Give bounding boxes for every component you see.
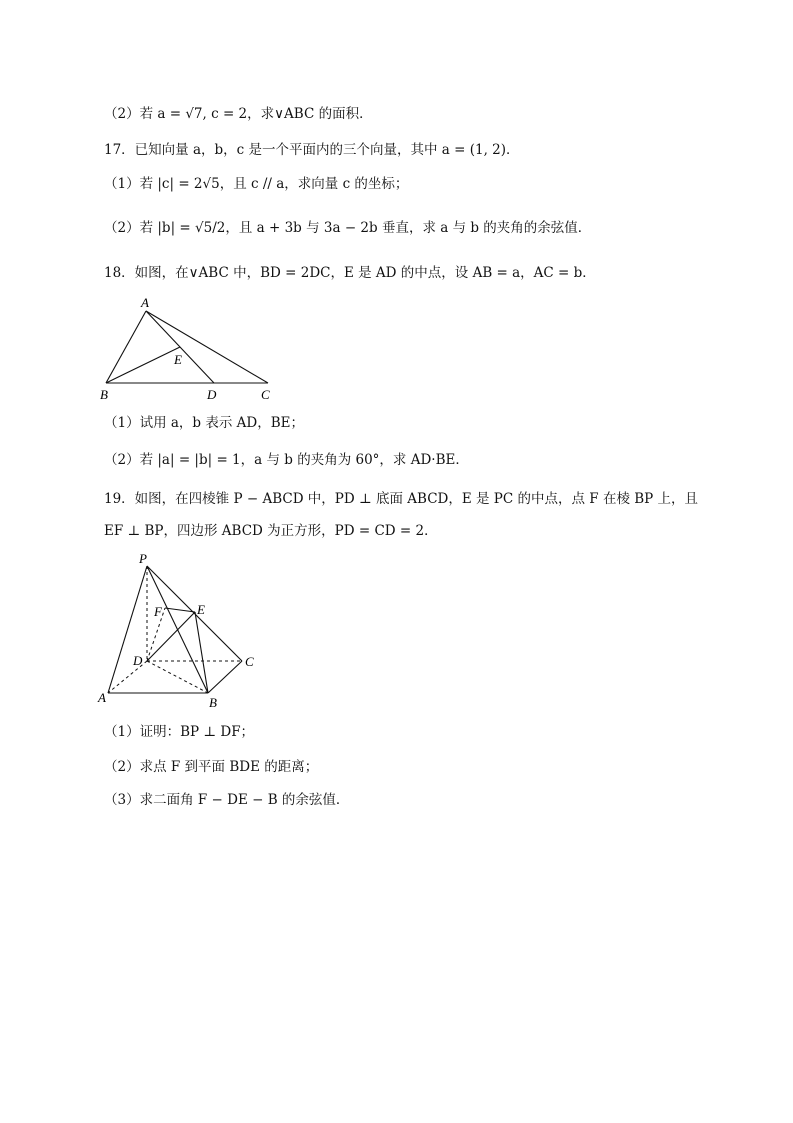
segment-db-dashed (147, 661, 208, 693)
label-d2: D (133, 653, 143, 668)
q19-part2: （2）求点 F 到平面 BDE 的距离； (104, 759, 319, 775)
q19-stem-line1: 19．如图，在四棱锥 P − ABCD 中，PD ⊥ 底面 ABCD，E 是 PC 的中点，点 F 在棱 BP 上，且 (104, 491, 699, 507)
q17-part2: （2）若 |b| = √5/2，且 a + 3b 与 3a − 2b 垂直，求 a 与 b 的夹角的余弦值． (104, 220, 592, 236)
label-p: P (139, 551, 147, 566)
label-e: E (174, 352, 182, 367)
label-c: C (261, 387, 270, 402)
segment-eb (195, 612, 208, 693)
edge-pa (108, 566, 147, 693)
label-b2: B (209, 695, 217, 710)
triangle-figure (96, 293, 280, 405)
edge-bc (208, 661, 242, 693)
label-e2: E (197, 602, 205, 617)
segment-ac (146, 311, 268, 383)
label-c2: C (245, 654, 254, 669)
label-a: A (141, 295, 149, 310)
q18-part1: （1）试用 a，b 表示 AD，BE； (104, 415, 305, 431)
label-f: F (154, 604, 162, 619)
label-a2: A (98, 690, 106, 705)
q18-stem: 18．如图，在∨ABC 中，BD = 2DC，E 是 AD 的中点，设 AB = a，AC = b． (104, 265, 596, 281)
q19-part1: （1）证明：BP ⊥ DF； (104, 724, 255, 740)
q16-part2: （2）若 a = √7, c = 2，求∨ABC 的面积． (104, 106, 373, 122)
segment-de (147, 612, 195, 661)
q19-stem-line2: EF ⊥ BP，四边形 ABCD 为正方形，PD = CD = 2． (104, 523, 438, 539)
q17-part1: （1）若 |c| = 2√5，且 c // a，求向量 c 的坐标； (104, 176, 409, 192)
q18-part2: （2）若 |a| = |b| = 1，a 与 b 的夹角为 60°，求 AD·BE． (104, 452, 469, 468)
q17-stem: 17．已知向量 a，b，c 是一个平面内的三个向量，其中 a = (1, 2)． (104, 142, 520, 158)
q19-part3: （3）求二面角 F − DE − B 的余弦值． (104, 792, 350, 808)
segment-ab (106, 311, 146, 383)
label-d: D (207, 387, 217, 402)
pyramid-figure (96, 548, 266, 712)
label-b: B (100, 387, 108, 402)
segment-be (106, 347, 180, 383)
